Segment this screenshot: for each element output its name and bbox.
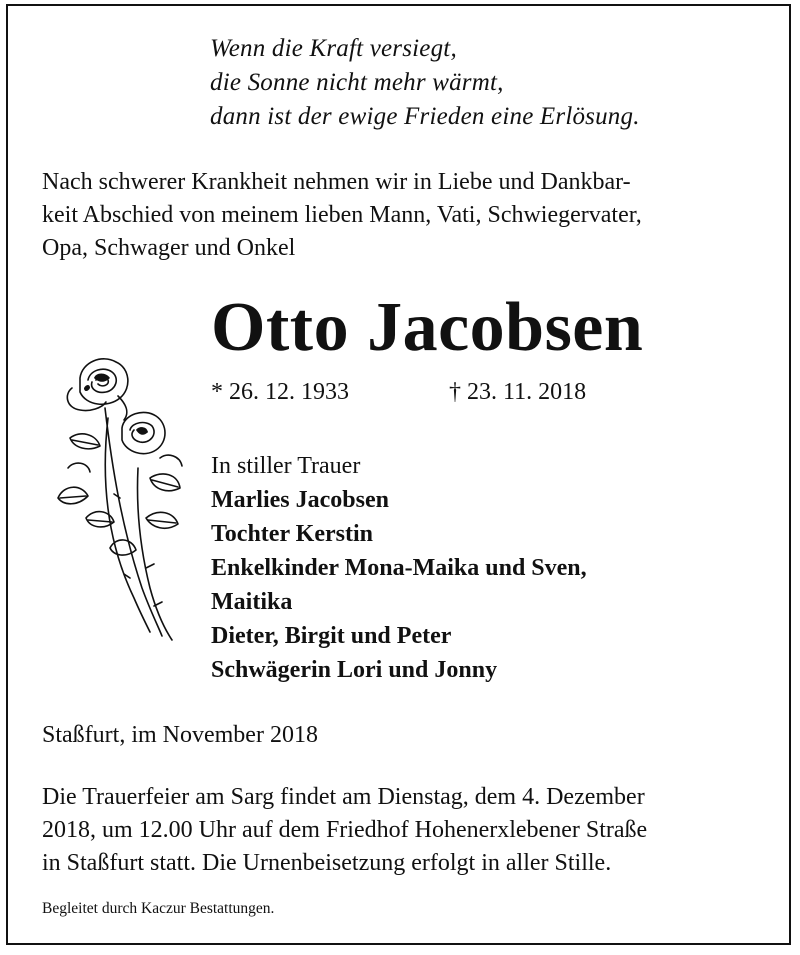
mourner-line: Maitika	[211, 589, 293, 615]
place-date: Staßfurt, im November 2018	[42, 722, 318, 748]
mourners-list	[211, 449, 587, 687]
quote-line: die Sonne nicht mehr wärmt,	[210, 69, 504, 96]
mourner-line: Marlies Jacobsen	[211, 487, 389, 513]
obituary-frame	[6, 4, 791, 945]
ceremony-line: in Staßfurt statt. Die Urnenbeisetzung erfolgt in aller Stille.	[42, 850, 612, 876]
ceremony-text	[42, 781, 647, 880]
deceased-name: Otto Jacobsen	[211, 289, 644, 366]
intro-line: keit Abschied von meinem lieben Mann, Vati, Schwiegervater,	[42, 202, 642, 228]
birth-date: * 26. 12. 1933	[211, 379, 349, 405]
mourners-heading: In stiller Trauer	[211, 453, 361, 479]
intro-line: Opa, Schwager und Onkel	[42, 235, 296, 261]
intro-text	[42, 166, 772, 265]
death-date: † 23. 11. 2018	[449, 379, 587, 405]
undertaker-note: Begleitet durch Kaczur Bestattungen.	[42, 900, 275, 917]
intro-line: Nach schwerer Krankheit nehmen wir in Liebe und Dankbar-	[42, 169, 631, 195]
quote-line: Wenn die Kraft versiegt,	[210, 35, 457, 62]
mourner-line: Enkelkinder Mona-Maika und Sven,	[211, 555, 587, 581]
roses-icon	[50, 348, 200, 643]
mourner-line: Schwägerin Lori und Jonny	[211, 657, 498, 683]
mourner-line: Tochter Kerstin	[211, 521, 373, 547]
quote-line: dann ist der ewige Frieden eine Erlösung.	[210, 103, 640, 130]
quote-verse	[210, 32, 640, 134]
mourner-line: Dieter, Birgit und Peter	[211, 623, 452, 649]
ceremony-line: Die Trauerfeier am Sarg findet am Dienstag, dem 4. Dezember	[42, 784, 645, 810]
ceremony-line: 2018, um 12.00 Uhr auf dem Friedhof Hohenerxlebener Straße	[42, 817, 648, 843]
